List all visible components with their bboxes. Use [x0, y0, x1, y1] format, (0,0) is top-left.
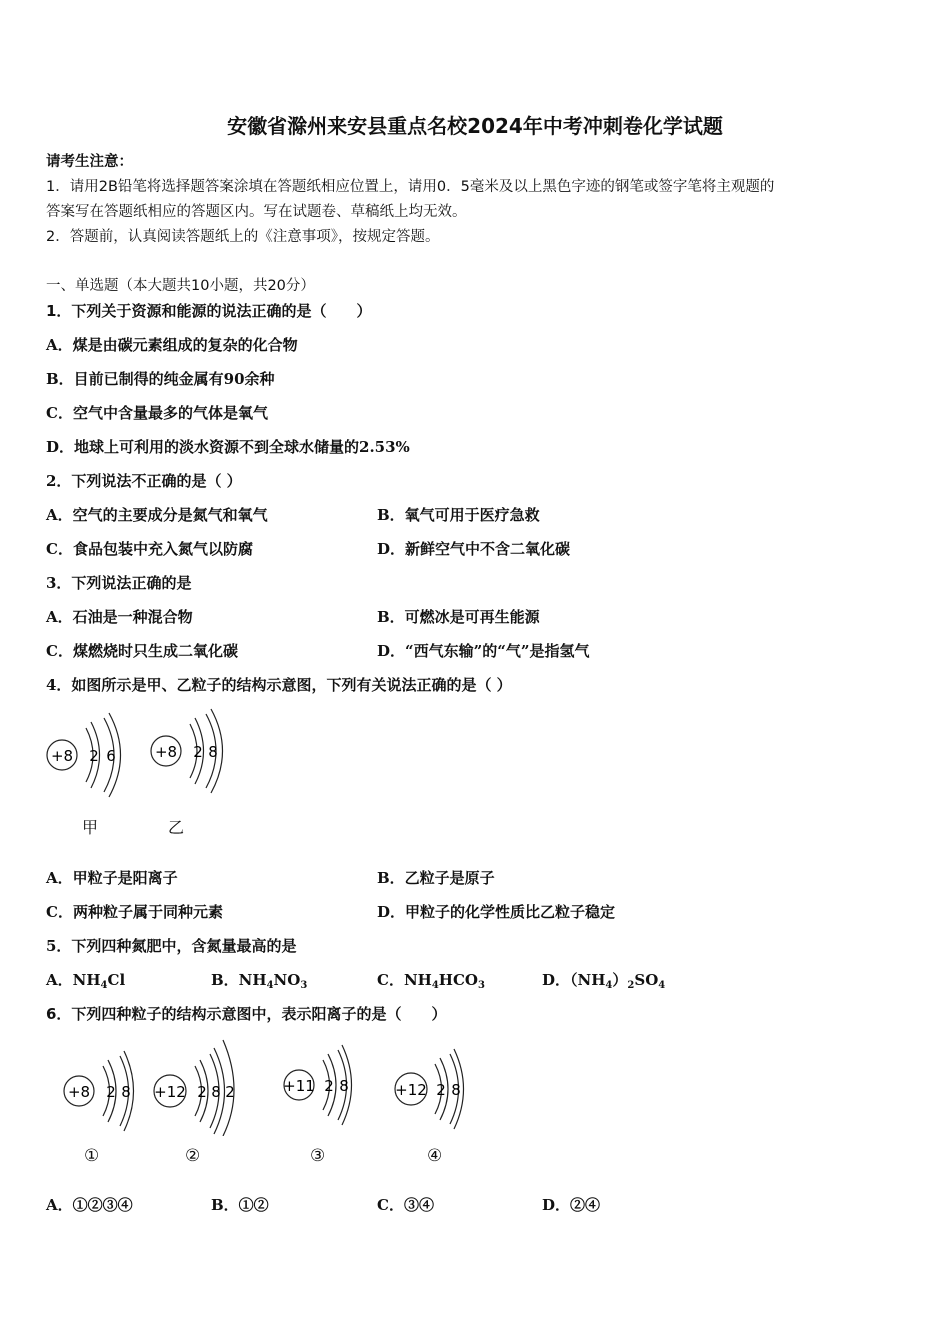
shell-2-electrons: 6 — [106, 747, 116, 765]
atom-diagram-3 — [280, 1040, 360, 1130]
svg-text:8: 8 — [121, 1083, 131, 1101]
question-5-option-a[interactable]: A．$NH_4Cl$ — [46, 971, 126, 991]
shell-1-electrons: 2 — [193, 743, 203, 761]
question-1-option-c[interactable]: C．空气中含量最多的气体是氧气 — [46, 404, 268, 422]
question-2-stem: 2．下列说法不正确的是（ ） — [46, 472, 242, 490]
notice-line-1b: 答案写在答题纸相应的答题区内。写在试题卷、草稿纸上均无效。 — [46, 204, 467, 220]
svg-text:8: 8 — [211, 1083, 221, 1101]
atom-diagram-jia — [44, 710, 134, 800]
nucleus-charge: +8 — [154, 743, 178, 761]
atom-diagram-2 — [150, 1036, 245, 1136]
question-6-option-d[interactable]: D．②④ — [542, 1196, 601, 1214]
question-5-option-d[interactable]: D．$(NH_4)_2SO_4$ — [542, 971, 666, 991]
question-1-option-b[interactable]: B．目前已制得的纯金属有90余种 — [46, 370, 275, 388]
question-2-option-b[interactable]: B．氧气可用于医疗急救 — [377, 506, 540, 524]
question-3-option-c[interactable]: C．煤燃烧时只生成二氧化碳 — [46, 642, 238, 660]
question-3-option-d[interactable]: D．“西气东输”的“气”是指氢气 — [377, 642, 590, 660]
question-3-option-b[interactable]: B．可燃冰是可再生能源 — [377, 608, 540, 626]
question-2-option-c[interactable]: C．食品包装中充入氮气以防腐 — [46, 540, 253, 558]
nucleus-charge: +8 — [50, 747, 74, 765]
shell-1-electrons: 2 — [89, 747, 99, 765]
atom-diagram-yi — [148, 706, 238, 796]
svg-text:2: 2 — [106, 1083, 116, 1101]
question-5-option-c[interactable]: C．$NH_4HCO_3$ — [377, 971, 485, 991]
atom-label-4: ④ — [427, 1146, 443, 1166]
question-5-option-b[interactable]: B．$NH_4NO_3$ — [211, 971, 308, 991]
question-6-option-b[interactable]: B．①② — [211, 1196, 269, 1214]
question-6-option-a[interactable]: A．①②③④ — [46, 1196, 133, 1214]
atom-label-1: ① — [84, 1146, 100, 1166]
svg-text:2: 2 — [197, 1083, 207, 1101]
notice-heading: 请考生注意： — [46, 154, 133, 170]
svg-text:8: 8 — [451, 1081, 461, 1099]
svg-text:+11: +11 — [283, 1077, 315, 1095]
question-5-stem: 5．下列四种氮肥中，含氮量最高的是 — [46, 937, 297, 955]
question-6-option-c[interactable]: C．③④ — [377, 1196, 434, 1214]
question-4-option-b[interactable]: B．乙粒子是原子 — [377, 869, 495, 887]
page-title: 安徽省滁州来安县重点名校2024年中考冲刺卷化学试题 — [227, 114, 723, 138]
atom-label-yi: 乙 — [168, 818, 185, 837]
atom-diagram-4 — [391, 1044, 471, 1134]
svg-text:+12: +12 — [395, 1081, 427, 1099]
question-6-stem: 6．下列四种粒子的结构示意图中，表示阳离子的是（ ） — [46, 1005, 447, 1023]
question-4-option-a[interactable]: A．甲粒子是阳离子 — [46, 869, 178, 887]
question-4-option-d[interactable]: D．甲粒子的化学性质比乙粒子稳定 — [377, 903, 616, 921]
svg-text:+12: +12 — [154, 1083, 186, 1101]
question-1-option-a[interactable]: A．煤是由碳元素组成的复杂的化合物 — [46, 336, 298, 354]
svg-text:+8: +8 — [67, 1083, 91, 1101]
atom-label-jia: 甲 — [82, 818, 99, 837]
shell-2-electrons: 8 — [208, 743, 218, 761]
notice-line-2: 2．答题前，认真阅读答题纸上的《注意事项》，按规定答题。 — [46, 229, 440, 245]
question-3-stem: 3．下列说法正确的是 — [46, 574, 192, 592]
atom-label-3: ③ — [310, 1146, 326, 1166]
question-4-stem: 4．如图所示是甲、乙粒子的结构示意图，下列有关说法正确的是（ ） — [46, 676, 512, 694]
question-1-stem: 1．下列关于资源和能源的说法正确的是（ ） — [46, 302, 372, 320]
svg-text:8: 8 — [339, 1077, 349, 1095]
question-1-option-d[interactable]: D．地球上可利用的淡水资源不到全球水储量的2.53% — [46, 438, 410, 456]
question-2-option-d[interactable]: D．新鲜空气中不含二氧化碳 — [377, 540, 571, 558]
atom-label-2: ② — [185, 1146, 201, 1166]
question-4-option-c[interactable]: C．两种粒子属于同种元素 — [46, 903, 223, 921]
svg-text:2: 2 — [225, 1083, 235, 1101]
section-heading: 一、单选题（本大题共10小题，共20分） — [46, 278, 315, 294]
question-2-option-a[interactable]: A．空气的主要成分是氮气和氧气 — [46, 506, 268, 524]
notice-line-1a: 1．请用2B铅笔将选择题答案涂填在答题纸相应位置上，请用0．5毫米及以上黑色字迹的钢笔或签字笔将主观题的 — [46, 179, 775, 195]
svg-text:2: 2 — [324, 1077, 334, 1095]
question-3-option-a[interactable]: A．石油是一种混合物 — [46, 608, 193, 626]
svg-text:2: 2 — [436, 1081, 446, 1099]
atom-diagram-1 — [60, 1046, 140, 1136]
